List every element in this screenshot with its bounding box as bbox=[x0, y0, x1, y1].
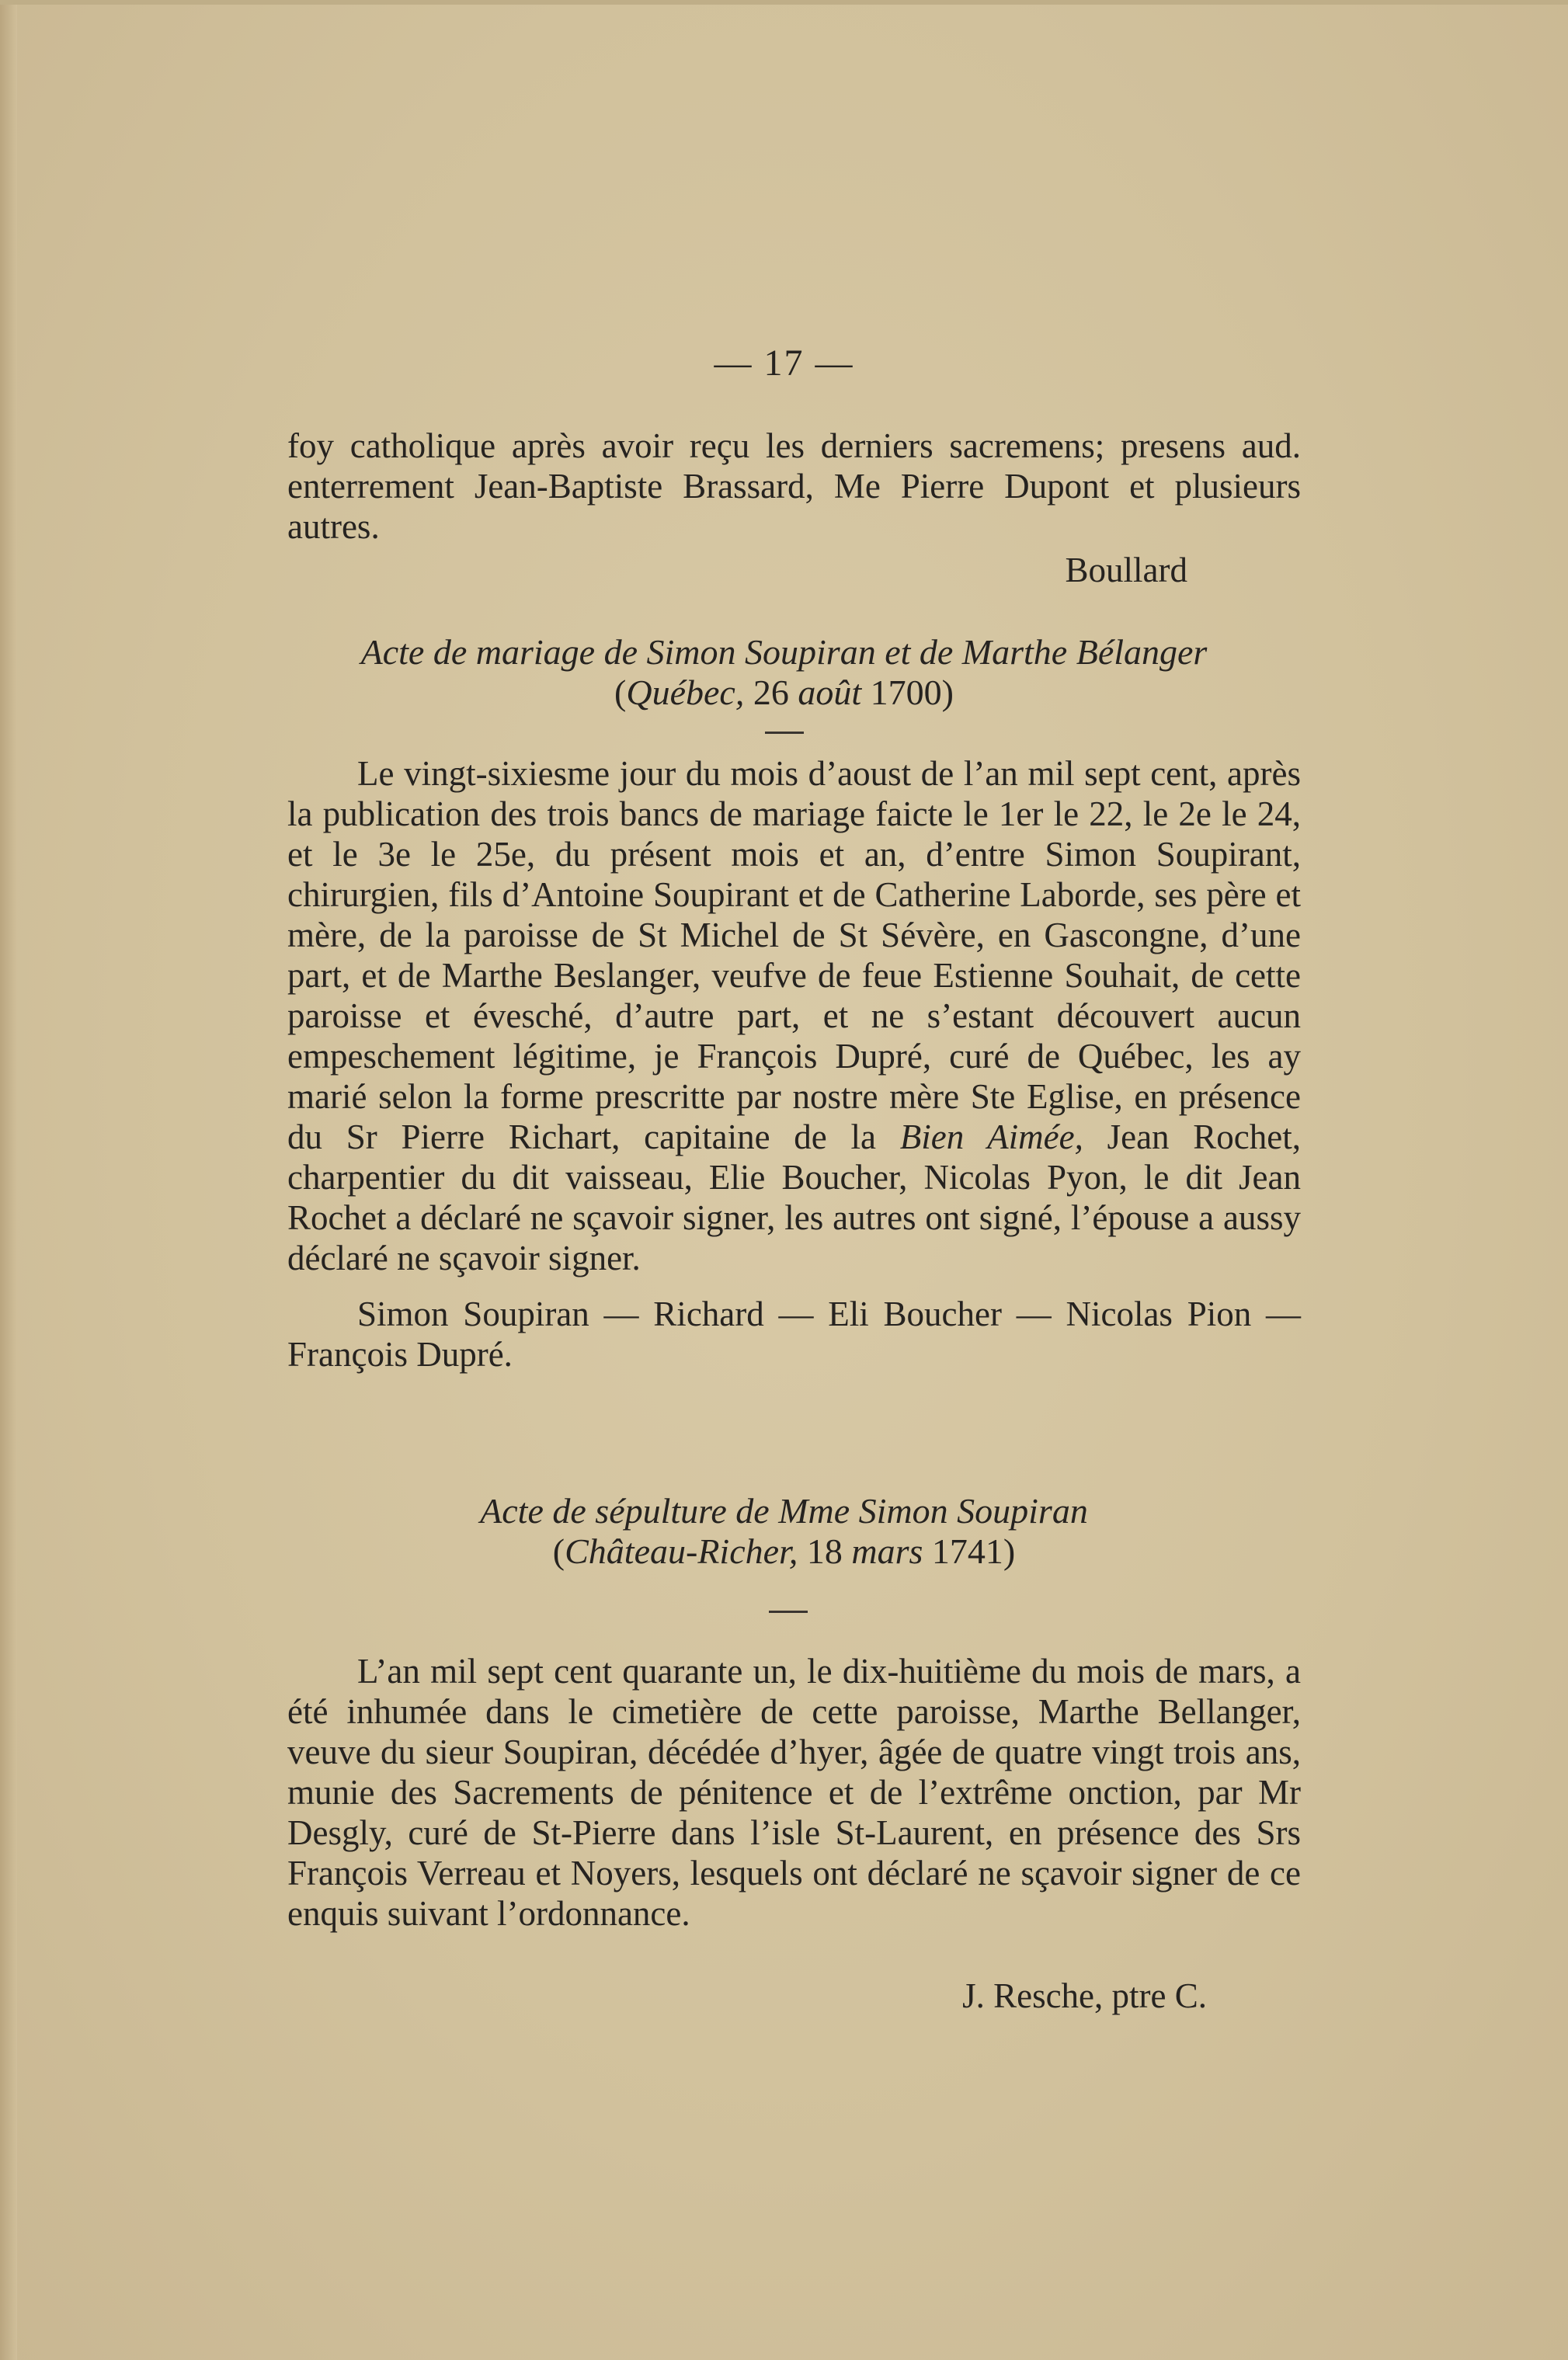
section2-paragraph: L’an mil sept cent quarante un, le dix-huitième du mois de mars, a été inhumée dans le cimetière de cette paroisse, Marthe Bellanger, veuve du sieur Soupiran, décédée d’hyer, âgée de quatre vingt trois ans, munie des Sacrements de pénitence et de l’extrême onction, par Mr Desgly, curé de St-Pierre dans l’isle St-Laurent, en présence des Srs François Verreau et Noyers, lesquels ont déclaré ne sçavoir signer de ce enquis suivant l’ordonnance. bbox=[287, 1652, 1301, 1933]
section2-date-month: mars bbox=[851, 1531, 923, 1571]
intro-paragraph: foy catholique après avoir reçu les derniers sacremens; presens aud. enterrement Jean-Baptiste Brassard, Me Pierre Dupont et plusieurs autres. bbox=[287, 426, 1301, 546]
section1-date-month: août bbox=[798, 673, 862, 712]
section1-dateline: (Québec, 26 août 1700) bbox=[614, 673, 954, 712]
section2-date-year: 1741 bbox=[931, 1531, 1003, 1571]
section2-heading bbox=[0, 1491, 1568, 1572]
section1-rule bbox=[765, 732, 804, 734]
section1-date-year: 1700 bbox=[870, 673, 942, 712]
section1-body bbox=[287, 753, 1301, 1375]
section1-place: Québec, bbox=[626, 673, 745, 712]
section1-ship-name: Bien Aimée, bbox=[899, 1117, 1083, 1156]
page-number: — 17 — bbox=[714, 342, 854, 384]
section1-title: Acte de mariage de Simon Soupiran et de Marthe Bélanger bbox=[360, 632, 1208, 672]
page-top-edge bbox=[0, 0, 1568, 5]
section1-text-a: Le vingt-sixiesme jour du mois d’aoust de l’an mil sept cent, après la publication des trois bancs de mariage faicte le 1er le 22, le 2e le 24, et le 3e le 25e, du présent mois et an, d’entre Simon Soupirant, chirurgien, fils d’Antoine Soupirant et de Catherine Laborde, ses père et mère, de la paroisse de St Michel de St Sévère, en Gascongne, d’une part, et de Marthe Beslanger, veufve de feue Estienne Souhait, de cette paroisse et évesché, d’autre part, et ne s’estant découvert aucun empeschement légitime, je François Dupré, curé de Québec, les ay marié selon la forme prescritte par nostre mère Ste Eglise, en présence du Sr Pierre Richart, capitaine de la bbox=[287, 754, 1301, 1156]
section2-dateline: (Château-Richer, 18 mars 1741) bbox=[552, 1531, 1016, 1571]
section1-date-day: 26 bbox=[753, 673, 789, 712]
section2-title: Acte de sépulture de Mme Simon Soupiran bbox=[480, 1491, 1088, 1531]
intro-signature: Boullard bbox=[1065, 551, 1187, 589]
section2-date-day: 18 bbox=[806, 1531, 843, 1571]
section1-heading bbox=[0, 632, 1568, 713]
section2-signature: J. Resche, ptre C. bbox=[962, 1976, 1207, 2015]
section1-text-b: Jean Rochet, charpentier du dit vaisseau, Elie Boucher, Nicolas Pyon, le dit Jean Rochet a déclaré ne sçavoir signer, les autres ont signé, l’épouse a aussy déclaré ne sçavoir signer. bbox=[287, 1117, 1302, 1277]
section2-rule bbox=[769, 1611, 808, 1613]
intro-block bbox=[287, 426, 1301, 547]
section1-paragraph bbox=[287, 753, 1301, 1278]
section2-body bbox=[287, 1651, 1301, 1934]
section1-signatures: Simon Soupiran — Richard — Eli Boucher — Nicolas Pion — François Dupré. bbox=[287, 1295, 1301, 1374]
section2-place: Château-Richer, bbox=[565, 1531, 798, 1571]
